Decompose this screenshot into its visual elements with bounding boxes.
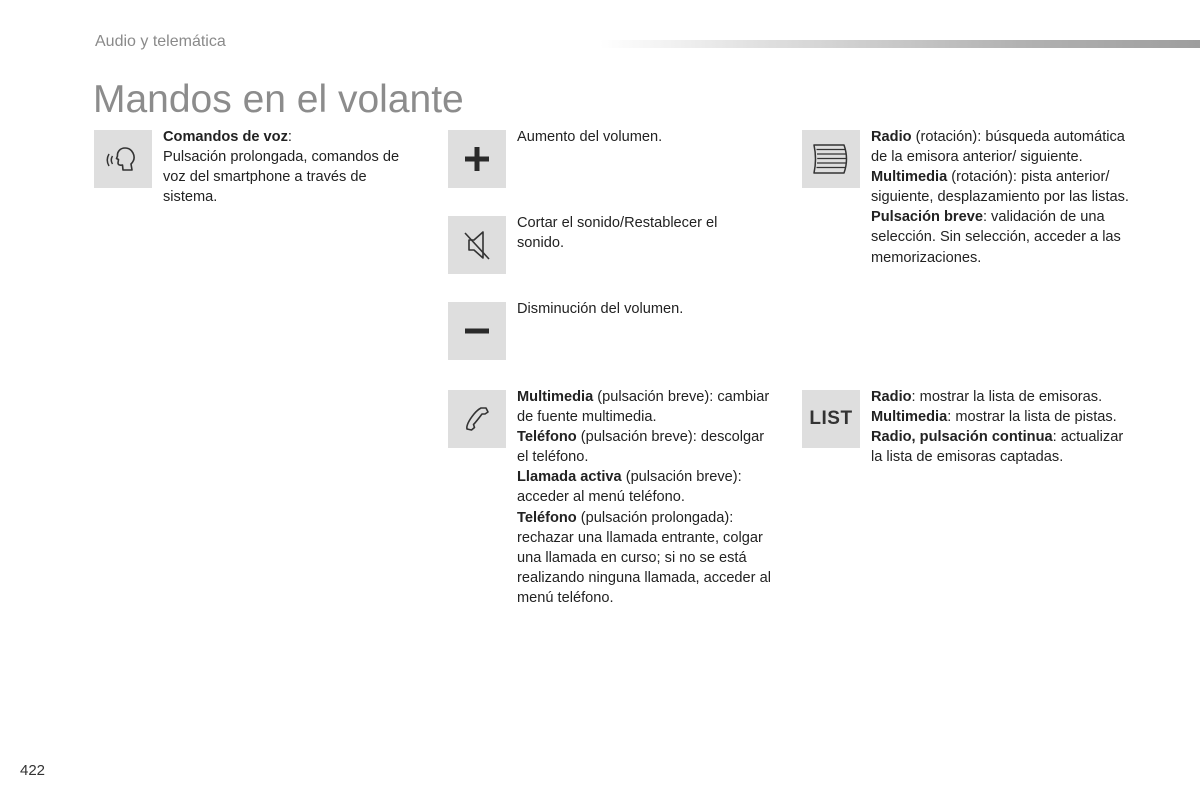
thumbwheel-description <box>871 127 1133 268</box>
volume-down-description <box>517 299 767 319</box>
thumbwheel-line: Radio (rotación): búsqueda automática de la emisora anterior/ siguiente. <box>871 129 1125 166</box>
voice-command-term: Comandos de voz <box>163 129 288 145</box>
thumbwheel-line: Multimedia (rotación): pista anterior/ siguiente, desplazamiento por las listas. <box>871 169 1129 206</box>
phone-description <box>517 387 772 608</box>
list-button-label: LIST <box>809 408 853 429</box>
volume-down-text: Disminución del volumen. <box>517 301 684 317</box>
thumbwheel-line: Pulsación breve: validación de una selección. Sin selección, acceder a las memorizaciones. <box>871 209 1121 266</box>
header-rule <box>600 40 1200 48</box>
list-description <box>871 387 1133 467</box>
thumbwheel-button <box>802 130 860 188</box>
phone-line: Llamada activa (pulsación breve): acceder al menú teléfono. <box>517 469 742 506</box>
phone-line: Teléfono (pulsación prolongada): rechazar una llamada entrante, colgar una llamada en curso; si no se está realizando ninguna llamada, acceder al menú teléfono. <box>517 509 771 606</box>
list-line: Radio, pulsación continua: actualizar la lista de emisoras captadas. <box>871 429 1124 466</box>
phone-line: Teléfono (pulsación breve): descolgar el teléfono. <box>517 429 765 466</box>
section-label: Audio y telemática <box>95 33 226 50</box>
volume-up-button <box>448 130 506 188</box>
page-number: 422 <box>20 762 46 779</box>
phone-button <box>448 390 506 448</box>
voice-command-text: Pulsación prolongada, comandos de voz del smartphone a través de sistema. <box>163 149 400 206</box>
volume-up-description <box>517 127 777 147</box>
mute-text: Cortar el sonido/Restablecer el sonido. <box>517 215 718 252</box>
voice-command-separator: : <box>287 129 292 145</box>
phone-line: Multimedia (pulsación breve): cambiar de fuente multimedia. <box>517 389 770 426</box>
volume-down-button <box>448 302 506 360</box>
thumbwheel-icon <box>811 142 851 176</box>
minus-icon <box>462 316 492 346</box>
phone-icon <box>460 402 494 436</box>
voice-command-button <box>94 130 152 188</box>
mute-icon <box>460 225 494 265</box>
page-title: Mandos en el volante <box>93 78 464 121</box>
plus-icon <box>462 144 492 174</box>
voice-command-description <box>163 127 413 207</box>
list-line: Multimedia: mostrar la lista de pistas. <box>871 409 1117 426</box>
mute-button <box>448 216 506 274</box>
volume-up-text: Aumento del volumen. <box>517 129 663 145</box>
list-line: Radio: mostrar la lista de emisoras. <box>871 389 1103 405</box>
list-button <box>802 390 860 448</box>
mute-description <box>517 213 767 253</box>
voice-command-icon <box>103 139 143 179</box>
